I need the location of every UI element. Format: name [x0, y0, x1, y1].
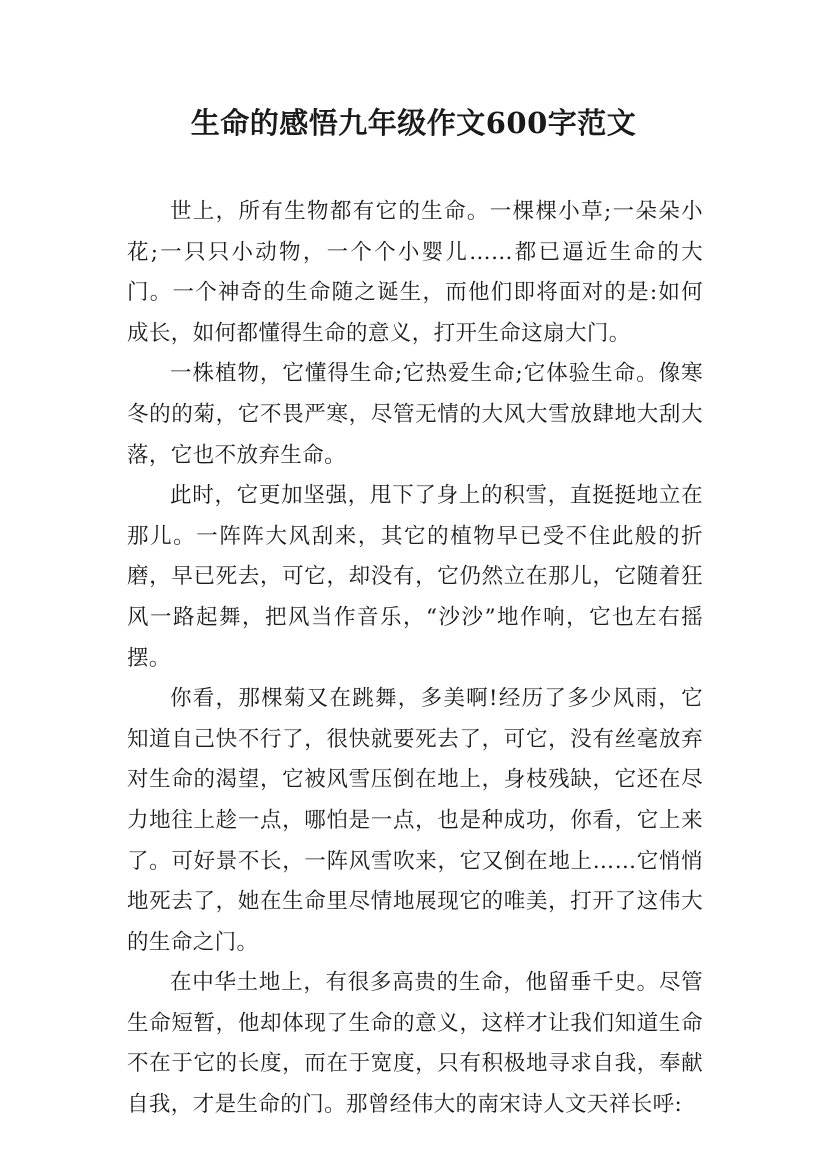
- paragraph-1: 世上，所有生物都有它的生命。一棵棵小草;一朵朵小花;一只只小动物，一个个小婴儿……都已逼近生命的大门。一个神奇的生命随之诞生，而他们即将面对的是:如何成长，如何都懂得生命的意义，打开生命这扇大门。: [127, 199, 703, 346]
- paragraph-5: 在中华土地上，有很多高贵的生命，他留垂千史。尽管生命短暂，他却体现了生命的意义，这样才让我们知道生命不在于它的长度，而在于宽度，只有积极地寻求自我，奉献自我，才是生命的门。那曾经伟大的南宋诗人文天祥长呼:: [127, 970, 703, 1118]
- document-title: 生命的感悟九年级作文600字范文: [190, 106, 637, 140]
- paragraph-3: 此时，它更加坚强，甩下了身上的积雪，直挺挺地立在那儿。一阵阵大风刮来，其它的植物早已受不住此般的折磨，早已死去，可它，却没有，它仍然立在那儿，它随着狂风一路起舞，把风当作音乐，“沙沙”地作响，它也左右摇摆。: [127, 483, 703, 671]
- document-body: [127, 192, 703, 1126]
- paragraph-4: 你看，那棵菊又在跳舞，多美啊!经历了多少风雨，它知道自己快不行了，很快就要死去了，可它，没有丝毫放弃对生命的渴望，它被风雪压倒在地上，身枝残缺，它还在尽力地往上趁一点，哪怕是一点，也是种成功，你看，它上来了。可好景不长，一阵风雪吹来，它又倒在地上……它悄悄地死去了，她在生命里尽情地展现它的唯美，打开了这伟大的生命之门。: [127, 686, 703, 955]
- paragraph-2: 一株植物，它懂得生命;它热爱生命;它体验生命。像寒冬的的菊，它不畏严寒，尽管无情的大风大雪放肆地大刮大落，它也不放弃生命。: [127, 361, 703, 468]
